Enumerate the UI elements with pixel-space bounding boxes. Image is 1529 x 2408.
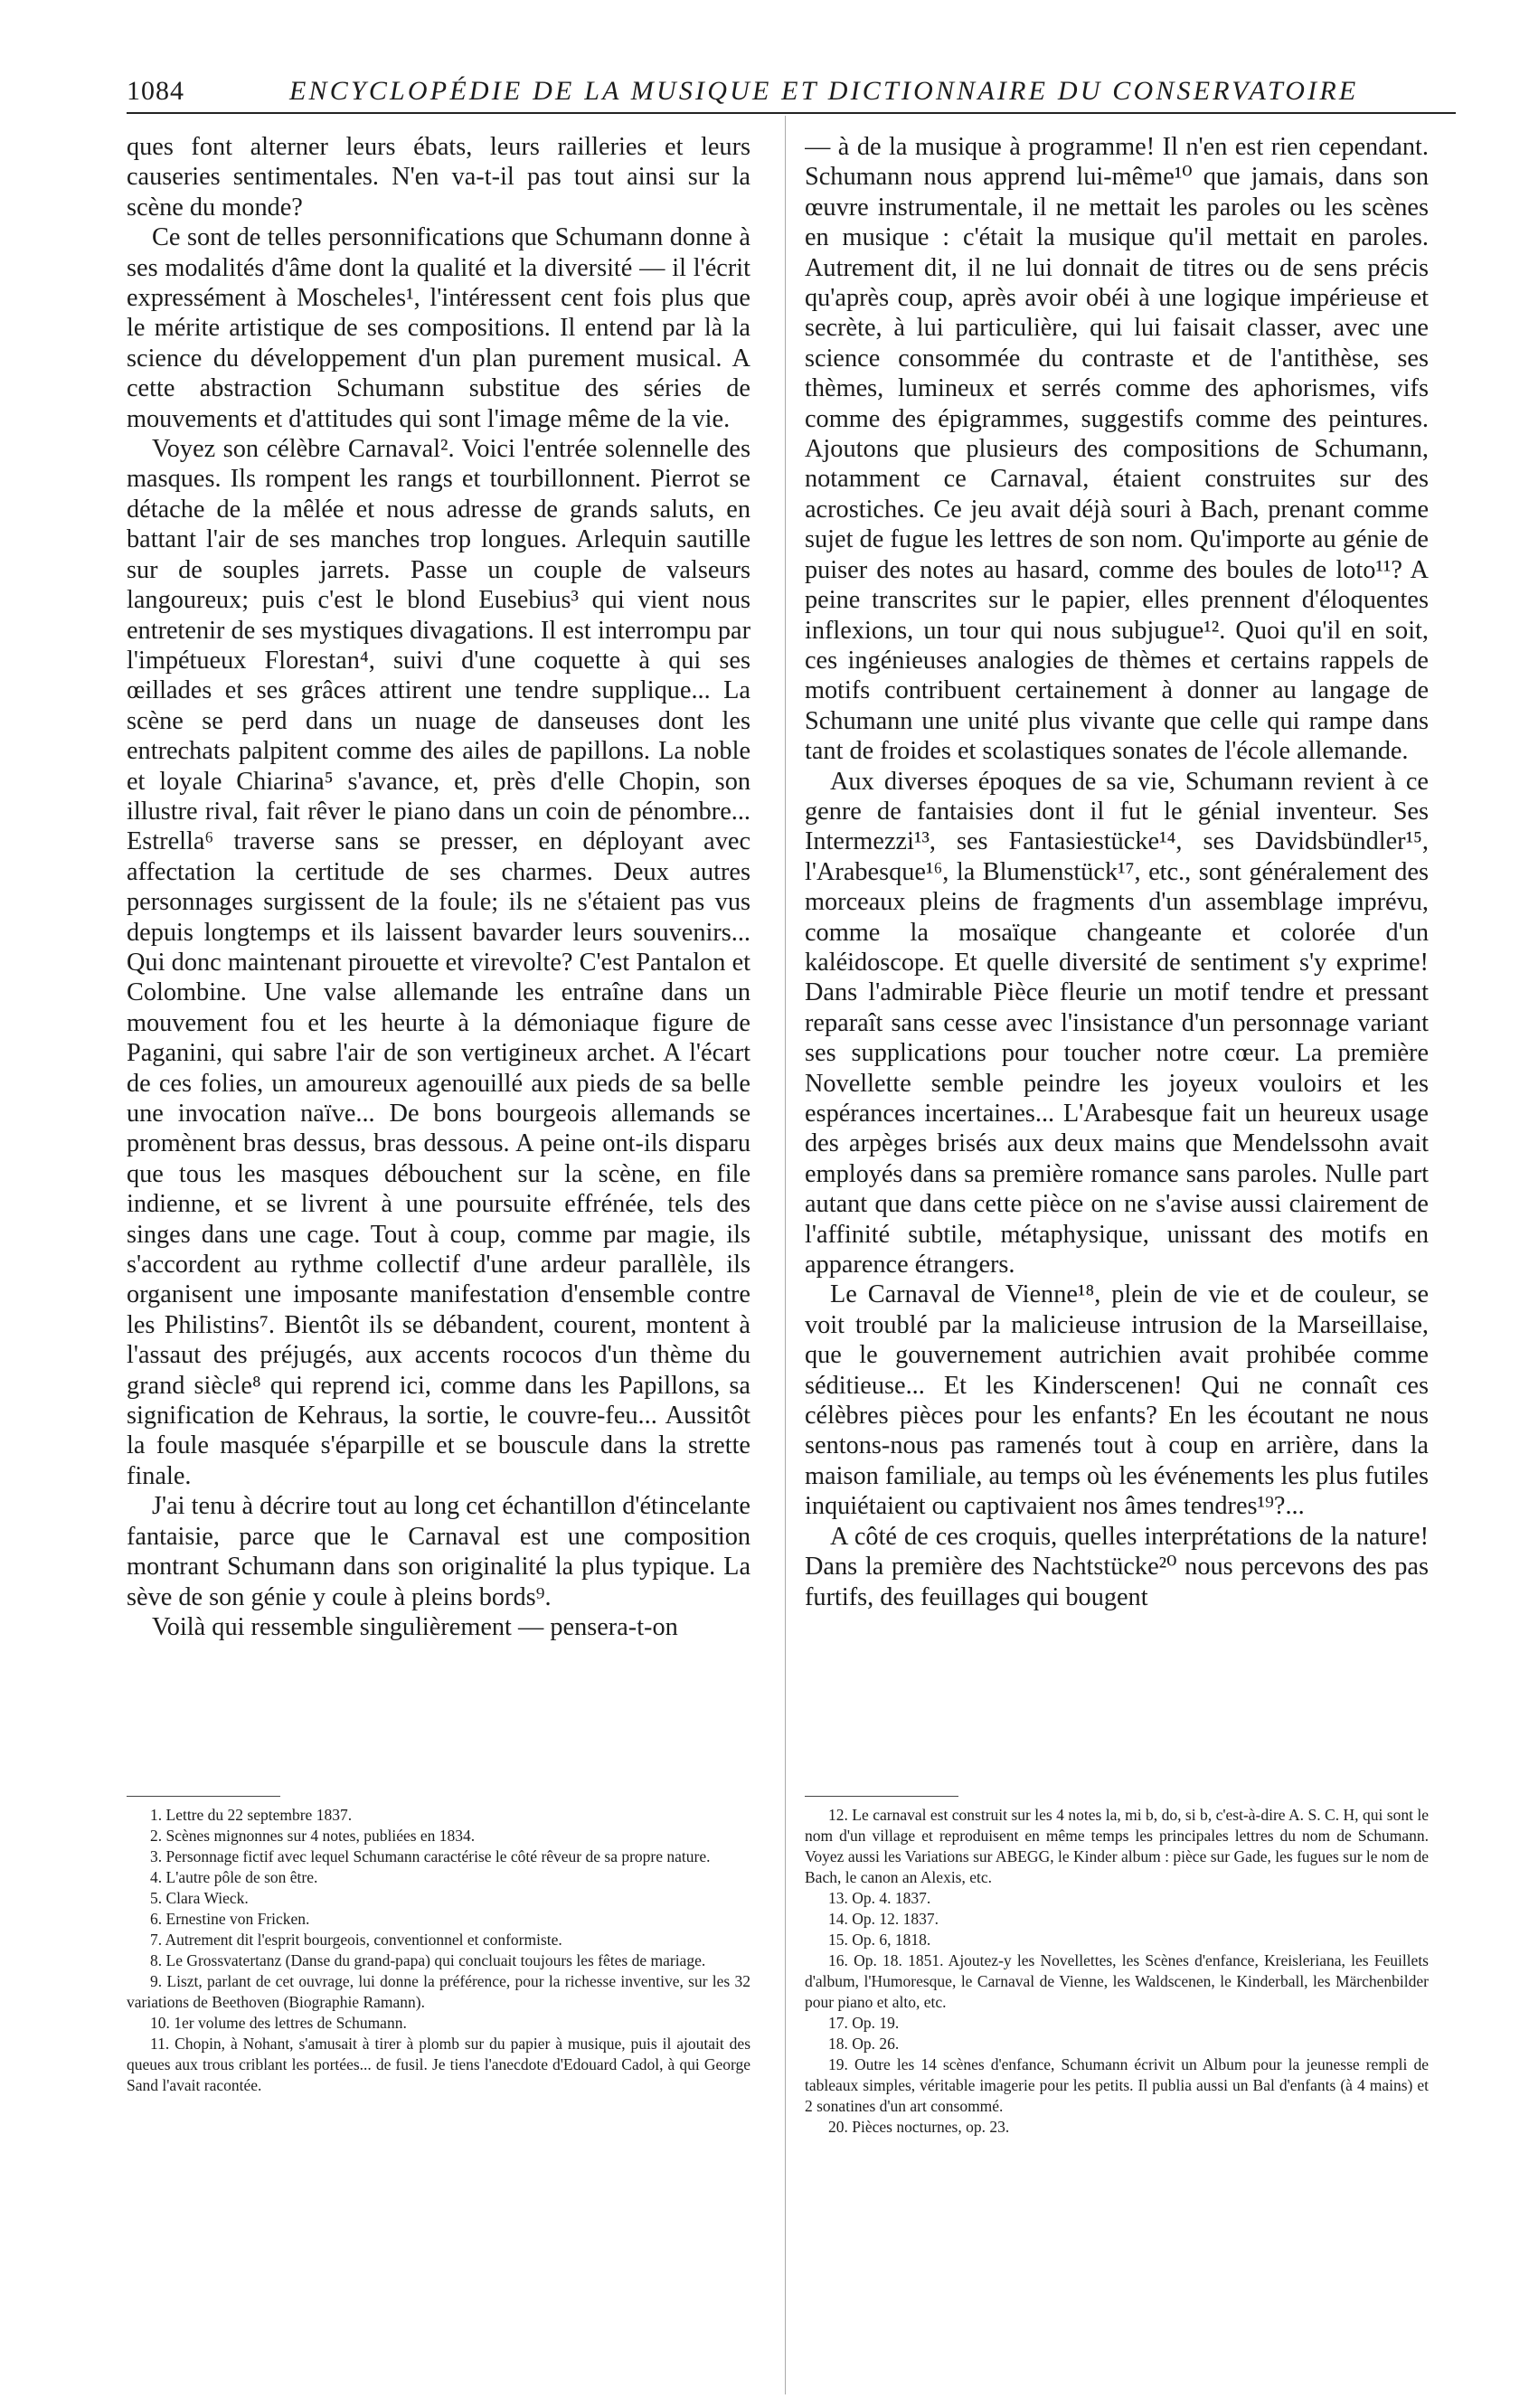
- footnote: 18. Op. 26.: [828, 2035, 900, 2053]
- footnote: 10. 1er volume des lettres de Schumann.: [150, 2014, 407, 2032]
- footnote: 17. Op. 19.: [828, 2014, 900, 2032]
- column-divider: [785, 116, 786, 2394]
- running-title: ENCYCLOPÉDIE DE LA MUSIQUE ET DICTIONNAIRE DU CONSERVATOIRE: [289, 76, 1359, 106]
- paragraph: Le Carnaval de Vienne¹⁸, plein de vie et de couleur, se voit troublé par la malicieuse intrusion de la Marseillaise, que le gouvernement autrichien avait prohibée comme séditieuse... Et les Kinderscenen! Qui ne connaît ces célèbres pièces pour les enfants? En les écoutant ne nous sentons-nous pas ramenés tout à coup en arrière, dans la maison familiale, au temps où les événements les plus futiles inquiétaient ou captivaient nos âmes tendres¹⁹?...: [805, 1280, 1429, 1521]
- footnote: 8. Le Grossvatertanz (Danse du grand-papa) qui concluait toujours les fêtes de mariage.: [150, 1951, 706, 1969]
- paragraph: Aux diverses époques de sa vie, Schumann revient à ce genre de fantaisies dont il fut le génial inventeur. Ses Intermezzi¹³, ses Fantasiestücke¹⁴, ses Davidsbündler¹⁵, l'Arabesque¹⁶, la Blumenstück¹⁷, etc., sont généralement des morceaux pleins de fragments d'un assemblage imprévu, comme la mosaïque changeante et colorée d'un kaléidoscope. Et quelle diversité de sentiment s'y exprime! Dans l'admirable Pièce fleurie un motif tendre et pressant reparaît sans cesse avec l'insistance d'un personnage variant ses supplications pour toucher notre cœur. La première Novellette semble peindre les joyeux vouloirs et les espérances incertaines... L'Arabesque fait un heureux usage des arpèges brisés aux deux mains que Mendelssohn avait employés dans sa première romance sans paroles. Nulle part autant que dans cette pièce on ne s'avise aussi clairement de l'affinité subtile, métaphysique, unissant des motifs en apparence étrangers.: [805, 767, 1429, 1280]
- footnote: 9. Liszt, parlant de cet ouvrage, lui donne la préférence, pour la richesse inventive, sur les 32 variations de Beethoven (Biographie Ramann).: [127, 1972, 750, 2011]
- footnote: 14. Op. 12. 1837.: [828, 1910, 939, 1928]
- paragraph: Voilà qui ressemble singulièrement — pensera-t-on: [152, 1612, 678, 1641]
- left-footnotes: [127, 1805, 750, 2384]
- footnote: 5. Clara Wieck.: [150, 1889, 249, 1907]
- footnote: 13. Op. 4. 1837.: [828, 1889, 931, 1907]
- footnote-rule-right: [805, 1796, 958, 1797]
- page-number: 1084: [127, 76, 184, 106]
- paragraph: ques font alterner leurs ébats, leurs railleries et leurs causeries sentimentales. N'en va-t-il pas tout ainsi sur la scène du monde?: [127, 133, 750, 222]
- page-header: [127, 76, 1456, 112]
- paragraph: Ce sont de telles personnifications que Schumann donne à ses modalités d'âme dont la qualité et la diversité — il l'écrit expressément à Moscheles¹, l'intéressent cent fois plus que le mérite artistique de ses compositions. Il entend par là la science du développement d'un plan purement musical. A cette abstraction Schumann substitue des séries de mouvements et d'attitudes qui sont l'image même de la vie.: [127, 223, 750, 433]
- left-column-text: [127, 132, 750, 1778]
- footnote: 19. Outre les 14 scènes d'enfance, Schumann écrivit un Album pour la jeunesse rempli de tableaux simples, véritable imagerie pour les petits. Il publia aussi un Bal d'enfants (à 4 mains) et 2 sonatines d'un art consommé.: [805, 2055, 1429, 2115]
- footnote: 1. Lettre du 22 septembre 1837.: [150, 1806, 353, 1824]
- footnote: 12. Le carnaval est construit sur les 4 notes la, mi b, do, si b, c'est-à-dire A. S. C. H, qui sont le nom d'un village et reproduisent en même temps les principales lettres du nom de Schumann. Voyez aussi les Variations sur ABEGG, le Kinder album : pièce sur Gade, les fugues sur le nom de Bach, le canon an Alexis, etc.: [805, 1806, 1429, 1886]
- footnote: 15. Op. 6, 1818.: [828, 1931, 931, 1949]
- footnote: 16. Op. 18. 1851. Ajoutez-y les Novellettes, les Scènes d'enfance, Kreisleriana, les Feuillets d'album, l'Humoresque, le Carnaval de Vienne, les Waldscenen, le Kinderball, les Märchenbilder pour piano et alto, etc.: [805, 1951, 1429, 2011]
- paragraph: — à de la musique à programme! Il n'en est rien cependant. Schumann nous apprend lui-même¹⁰ que jamais, dans son œuvre instrumentale, il ne mettait les paroles ou les scènes en musique : c'était la musique qu'il mettait en paroles. Autrement dit, il ne lui donnait de titres ou de sens précis qu'après coup, après avoir obéi à une logique impérieuse et secrète, à lui particulière, qui lui faisait classer, avec une science consommée du contraste et de l'antithèse, ses thèmes, lumineux et serrés comme des aphorismes, vifs comme des épigrammes, suggestifs comme des peintures. Ajoutons que plusieurs des compositions de Schumann, notamment ce Carnaval, étaient construites sur des acrostiches. Ce jeu avait déjà souri à Bach, prenant comme sujet de fugue les lettres de son nom. Qu'importe au génie de puiser des notes au hasard, comme des boules de loto¹¹? A peine transcrites sur le papier, elles prennent d'éloquentes inflexions, un tour qui nous subjugue¹². Quoi qu'il en soit, ces ingénieuses analogies de thèmes et certains rappels de motifs contribuent certainement à donner au langage de Schumann une unité plus vivante que celle qui rampe dans tant de froides et scolastiques sonates de l'école allemande.: [805, 133, 1429, 766]
- footnote: 3. Personnage fictif avec lequel Schumann caractérise le côté rêveur de sa propre nature.: [150, 1847, 711, 1865]
- paragraph: J'ai tenu à décrire tout au long cet échantillon d'étincelante fantaisie, parce que le Carnaval est une composition montrant Schumann dans son originalité la plus typique. La sève de son génie y coule à pleins bords⁹.: [127, 1492, 750, 1611]
- paragraph: Voyez son célèbre Carnaval². Voici l'entrée solennelle des masques. Ils rompent les rangs et tourbillonnent. Pierrot se détache de la mêlée et nous adresse de grands saluts, en battant l'air de ses manches trop longues. Arlequin sautille sur de souples jarrets. Passe un couple de valseurs langoureux; puis c'est le blond Eusebius³ qui vient nous entretenir de ses mystiques divagations. Il est interrompu par l'impétueux Florestan⁴, suivi d'une coquette à qui ses œillades et ses grâces attirent une tendre supplique... La scène se perd dans un nuage de danseuses dont les entrechats palpitent comme des ailes de papillons. La noble et loyale Chiarina⁵ s'avance, et, près d'elle Chopin, son illustre rival, fait rêver le piano dans un coin de pénombre... Estrella⁶ traverse sans se presser, en déployant avec affectation la certitude de ses charmes. Deux autres personnages surgissent de la foule; ils ne s'étaient pas vus depuis longtemps et ils laissent bavarder leurs souvenirs... Qui donc maintenant pirouette et virevolte? C'est Pantalon et Colombine. Une valse allemande les entraîne dans un mouvement fou et les heurte à la démoniaque figure de Paganini, qui sabre l'air de son vertigineux archet. A l'écart de ces folies, un amoureux agenouillé aux pieds de sa belle une invocation naïve... De bons bourgeois allemands se promènent bras dessus, bras dessous. A peine ont-ils disparu que tous les masques débouchent sur la scène, en file indienne, et se livrent à une poursuite effrénée, tels des singes dans une cage. Tout à coup, comme par magie, ils s'accordent au rythme collectif d'une ardeur parallèle, ils organisent une imposante manifestation d'ensemble contre les Philistins⁷. Bientôt ils se débandent, courent, montent à l'assaut des préjugés, aux accents rococos d'un thème du grand siècle⁸ qui reprend ici, comme dans les Papillons, sa signification de Kehraus, la sortie, le couvre-feu... Aussitôt la foule masquée s'éparpille et se bouscule dans la strette finale.: [127, 435, 750, 1490]
- footnote: 11. Chopin, à Nohant, s'amusait à tirer à plomb sur du papier à musique, puis il ajoutait des queues aux trous criblant les portées... de fusil. Je tiens l'anecdote d'Edouard Cadol, à qui George Sand l'avait racontée.: [127, 2035, 750, 2094]
- footnote: 2. Scènes mignonnes sur 4 notes, publiées en 1834.: [150, 1827, 476, 1845]
- right-footnotes: [805, 1805, 1429, 2384]
- footnote: 7. Autrement dit l'esprit bourgeois, conventionnel et conformiste.: [150, 1931, 562, 1949]
- footnote: 20. Pièces nocturnes, op. 23.: [828, 2118, 1010, 2136]
- paragraph: A côté de ces croquis, quelles interprétations de la nature! Dans la première des Nachtstücke²⁰ nous percevons des pas furtifs, des feuillages qui bougent: [805, 1522, 1429, 1611]
- footnote: 4. L'autre pôle de son être.: [150, 1868, 318, 1886]
- header-rule: [127, 112, 1456, 114]
- footnote: 6. Ernestine von Fricken.: [150, 1910, 310, 1928]
- footnote-rule-left: [127, 1796, 280, 1797]
- right-column-text: [805, 132, 1429, 1778]
